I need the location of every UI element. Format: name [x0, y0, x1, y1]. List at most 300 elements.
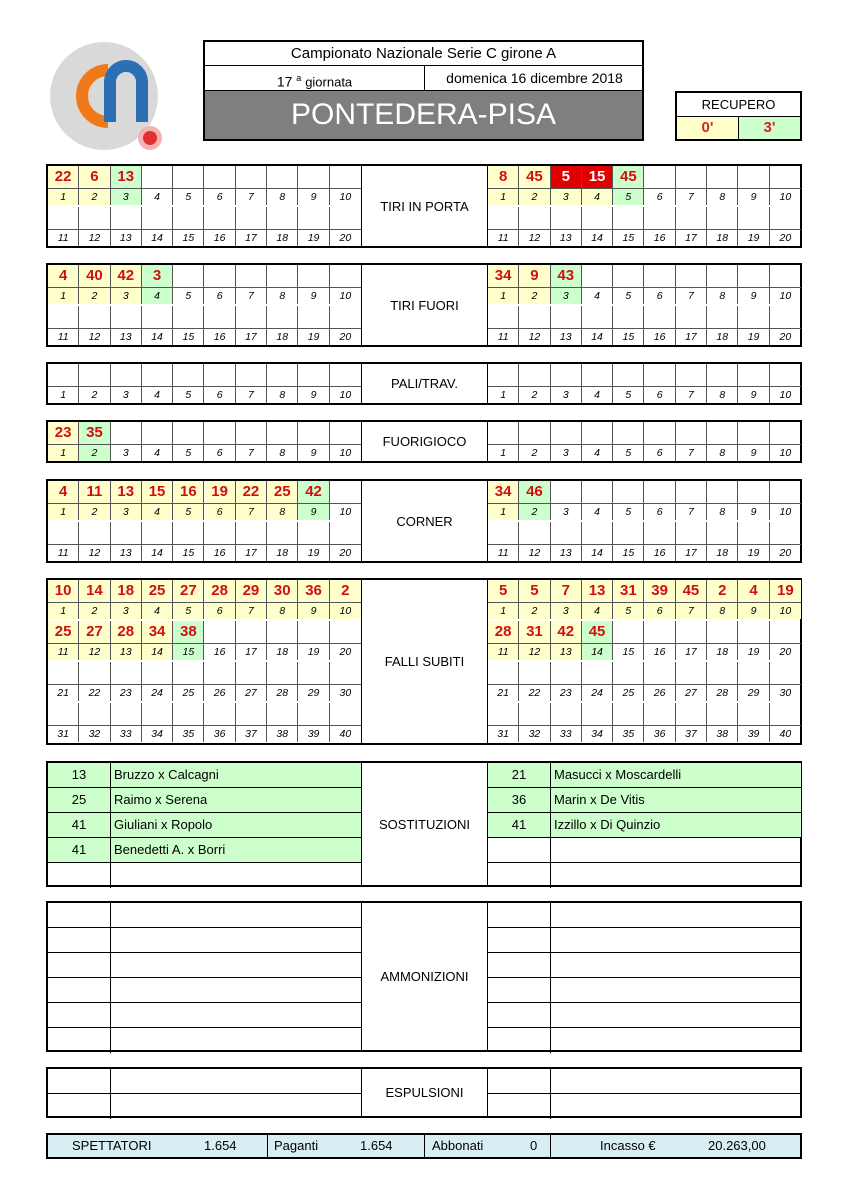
tiri_in_porta-left-value [330, 207, 361, 229]
slot-number: 7 [236, 288, 267, 304]
slot-number: 13 [551, 545, 582, 561]
slot-number: 16 [205, 329, 236, 345]
minute [48, 953, 111, 977]
tiri_fuori-left-value: 42 [111, 265, 142, 287]
pali-right-value [519, 364, 550, 386]
slot-number: 17 [236, 230, 267, 246]
corner-right-value [707, 522, 738, 544]
tiri_in_porta-right-value [770, 207, 801, 229]
slot-number: 5 [173, 189, 204, 205]
slot-number: 17 [676, 545, 707, 561]
slot-number: 12 [519, 230, 550, 246]
espulsioni-row [48, 1069, 361, 1094]
corner-right-value [645, 522, 676, 544]
slot-number: 6 [205, 288, 236, 304]
slot-number: 8 [707, 445, 738, 461]
sostituzioni-row [48, 838, 361, 863]
slot-number: 10 [779, 290, 792, 302]
slot-number: 23 [111, 685, 142, 701]
slot-number: 18 [267, 545, 298, 561]
slot-number: 25 [613, 685, 644, 701]
slot-number: 3 [551, 603, 582, 619]
tiri_fuori-left-value [205, 306, 236, 328]
slot-number: 15 [173, 230, 204, 246]
slot-number: 13 [551, 230, 582, 246]
slot-number: 10 [339, 389, 352, 401]
slot-number: 12 [79, 230, 110, 246]
corner-right-value [738, 481, 769, 503]
falli-right-value: 4 [738, 580, 769, 602]
fuorigioco-right-value [676, 422, 707, 444]
falli-left-value [236, 621, 267, 643]
falli-left-value [111, 703, 142, 725]
slot-number: 19 [298, 644, 329, 660]
slot-number: 6 [205, 387, 236, 403]
tiri_in_porta-right-value [770, 166, 801, 188]
tiri_in_porta-right-value [676, 166, 707, 188]
slot-number: 22 [79, 685, 110, 701]
slot-number: 1 [488, 189, 519, 205]
slot-number: 28 [267, 685, 298, 701]
corner-left-value [330, 481, 361, 503]
slot-number: 17 [236, 644, 267, 660]
fuorigioco-section [46, 420, 802, 463]
slot-number: 19 [298, 230, 329, 246]
slot-number: 2 [79, 445, 110, 461]
player-change [551, 863, 801, 888]
player-change [111, 953, 361, 977]
slot-number: 6 [205, 189, 236, 205]
slot-number: 11 [48, 329, 79, 345]
fuorigioco-right-value [582, 422, 613, 444]
fuorigioco-right-value [551, 422, 582, 444]
slot-number: 33 [111, 726, 142, 742]
corner-right-value [770, 481, 801, 503]
player-change [551, 838, 801, 862]
minute [48, 903, 111, 927]
slot-number: 18 [267, 230, 298, 246]
paganti-label: Paganti [274, 1138, 319, 1153]
tiri_in_porta-left-value [205, 166, 236, 188]
falli-right-value [645, 662, 676, 684]
round: 17 $^a$ giornata [205, 66, 425, 90]
corner-left-value [267, 522, 298, 544]
slot-number: 6 [645, 504, 676, 520]
ammonizioni-row [488, 978, 801, 1003]
slot-number: 19 [298, 329, 329, 345]
pali-right-value [613, 364, 644, 386]
slot-number: 4 [142, 603, 173, 619]
sostituzioni-row [48, 763, 361, 788]
tiri_in_porta-left-value [267, 166, 298, 188]
slot-number: 4 [582, 504, 613, 520]
tiri_fuori-right-value [770, 306, 801, 328]
falli-right-value: 42 [551, 621, 582, 643]
slot-number: 20 [779, 547, 792, 559]
slot-number: 1 [488, 504, 519, 520]
slot-number: 2 [79, 288, 110, 304]
tiri_fuori-right-value [770, 265, 801, 287]
slot-number: 20 [779, 331, 792, 343]
slot-number: 38 [707, 726, 738, 742]
slot-number: 39 [738, 726, 769, 742]
slot-number: 40 [779, 728, 792, 740]
tiri_fuori-left-value [205, 265, 236, 287]
tiri_in_porta-right-value: 45 [613, 166, 644, 188]
corner-right-value: 46 [519, 481, 550, 503]
tiri_fuori-right-value [551, 306, 582, 328]
corner-left-value: 15 [142, 481, 173, 503]
slot-number: 12 [79, 329, 110, 345]
falli-left-value [205, 662, 236, 684]
tiri_in_porta-right-value [738, 207, 769, 229]
slot-number: 17 [676, 230, 707, 246]
slot-number: 7 [236, 445, 267, 461]
slot-number: 8 [707, 288, 738, 304]
slot-number: 3 [111, 445, 142, 461]
slot-number: 20 [339, 646, 352, 658]
slot-number: 6 [645, 189, 676, 205]
recupero-title: RECUPERO [677, 93, 800, 117]
slot-number: 24 [142, 685, 173, 701]
tiri_fuori-left-value: 3 [142, 265, 173, 287]
espulsioni-row [488, 1094, 801, 1119]
slot-number: 8 [267, 189, 298, 205]
falli-right-value [582, 703, 613, 725]
slot-number: 11 [488, 644, 519, 660]
tiri_in_porta-left-value [298, 207, 329, 229]
falli-left-value: 36 [298, 580, 329, 602]
corner-left-value [330, 522, 361, 544]
corner-right-value [676, 481, 707, 503]
falli-left-value [298, 703, 329, 725]
slot-number: 18 [267, 329, 298, 345]
slot-number: 9 [738, 445, 769, 461]
slot-number: 8 [707, 504, 738, 520]
falli-subiti-section [46, 578, 802, 745]
corner-left-value [79, 522, 110, 544]
minute [48, 1028, 111, 1053]
slot-number: 16 [205, 230, 236, 246]
slot-number: 19 [738, 644, 769, 660]
slot-number: 8 [267, 603, 298, 619]
minute [488, 903, 551, 927]
slot-number: 7 [676, 387, 707, 403]
player-change: Raimo x Serena [114, 792, 208, 807]
slot-number: 19 [738, 329, 769, 345]
pali-traverse-section [46, 362, 802, 405]
slot-number: 5 [173, 504, 204, 520]
tiri_fuori-right-value [613, 306, 644, 328]
tiri_in_porta-left-value [48, 207, 79, 229]
slot-number: 10 [770, 603, 801, 619]
minute [48, 1094, 111, 1119]
falli-left-value [267, 662, 298, 684]
minute: 13 [48, 763, 111, 787]
slot-number: 7 [236, 603, 267, 619]
sostituzioni-row [488, 863, 801, 888]
tiri_fuori-right-value [676, 306, 707, 328]
slot-number: 21 [48, 685, 79, 701]
sostituzioni-section [46, 761, 802, 887]
incasso-label: Incasso € [600, 1138, 656, 1153]
fuorigioco-right-value [519, 422, 550, 444]
falli-right-value: 31 [519, 621, 550, 643]
falli-right-value [738, 662, 769, 684]
slot-number: 1 [488, 603, 519, 619]
match-title: PONTEDERA-PISA [205, 91, 642, 139]
tiri_in_porta-left-value [298, 166, 329, 188]
slot-number: 19 [738, 545, 769, 561]
player-change [111, 1094, 361, 1119]
tiri_in_porta-left-value [330, 166, 361, 188]
falli-right-value [645, 621, 676, 643]
corner-right-value [582, 481, 613, 503]
competition-title: Campionato Nazionale Serie C girone A [205, 42, 642, 66]
tiri_in_porta-right-value: 15 [582, 166, 613, 188]
tiri_in_porta-left-value: 13 [111, 166, 142, 188]
player-change: Marin x De Vitis [554, 792, 645, 807]
slot-number: 4 [582, 603, 613, 619]
ammonizioni-row [48, 903, 361, 928]
player-change: Benedetti A. x Borri [114, 842, 226, 857]
ammonizioni-row [48, 953, 361, 978]
tiri_in_porta-left-value [267, 207, 298, 229]
falli-left-value [142, 703, 173, 725]
slot-number: 13 [111, 230, 142, 246]
player-change [551, 928, 801, 952]
slot-number: 15 [613, 230, 644, 246]
slot-number: 11 [488, 329, 519, 345]
slot-number: 7 [236, 387, 267, 403]
slot-number: 4 [582, 189, 613, 205]
slot-number: 12 [519, 644, 550, 660]
corner-right-value [519, 522, 550, 544]
slot-number: 10 [779, 191, 792, 203]
slot-number: 13 [551, 329, 582, 345]
pali-right-value [676, 364, 707, 386]
espulsioni-section [46, 1067, 802, 1118]
slot-number: 6 [645, 387, 676, 403]
slot-number: 9 [738, 504, 769, 520]
player-change [111, 903, 361, 927]
player-change [551, 1094, 801, 1119]
slot-number: 16 [645, 644, 676, 660]
slot-number: 1 [48, 504, 79, 520]
minute [488, 1028, 551, 1053]
corner-right-value [613, 522, 644, 544]
falli-right-value [519, 703, 550, 725]
slot-number: 15 [173, 545, 204, 561]
falli-right-value [613, 621, 644, 643]
slot-number: 35 [613, 726, 644, 742]
minute [48, 978, 111, 1002]
falli-right-value [770, 662, 801, 684]
corner-left-value: 19 [205, 481, 236, 503]
falli-left-value [173, 703, 204, 725]
tiri_fuori-left-value [330, 265, 361, 287]
tiri_fuori-right-value [582, 265, 613, 287]
abbonati-label: Abbonati [432, 1138, 484, 1153]
tiri_in_porta-left-value [142, 166, 173, 188]
slot-number: 26 [205, 685, 236, 701]
slot-number: 19 [298, 545, 329, 561]
falli-left-value [79, 662, 110, 684]
slot-number: 7 [676, 445, 707, 461]
tiri_fuori-left-value [267, 265, 298, 287]
slot-number: 20 [339, 547, 352, 559]
slot-number: 7 [236, 189, 267, 205]
falli-right-value: 45 [676, 580, 707, 602]
slot-number: 6 [645, 288, 676, 304]
fuorigioco-left-value: 35 [79, 422, 110, 444]
tiri_in_porta-left-value: 6 [79, 166, 110, 188]
minute [488, 953, 551, 977]
slot-number: 28 [707, 685, 738, 701]
slot-number: 29 [298, 685, 329, 701]
falli-right-value [551, 703, 582, 725]
pali-right-value [582, 364, 613, 386]
slot-number: 6 [205, 603, 236, 619]
fuorigioco-left-value [330, 422, 361, 444]
tiri_fuori-left-value [298, 306, 329, 328]
slot-number: 18 [267, 644, 298, 660]
tiri-fuori-section [46, 263, 802, 347]
falli-left-value: 27 [79, 621, 110, 643]
falli-left-value: 28 [205, 580, 236, 602]
tiri_fuori-right-value [519, 306, 550, 328]
slot-number: 10 [339, 290, 352, 302]
slot-number: 8 [267, 387, 298, 403]
tiri_in_porta-right-value [613, 207, 644, 229]
tiri_in_porta-left-value [111, 207, 142, 229]
falli-left-value [48, 662, 79, 684]
tiri_in_porta-right-value: 45 [519, 166, 550, 188]
slot-number: 17 [236, 545, 267, 561]
corner-right-value [582, 522, 613, 544]
minute: 41 [48, 813, 111, 837]
falli-left-value [111, 662, 142, 684]
falli-right-value: 2 [707, 580, 738, 602]
slot-number: 10 [339, 191, 352, 203]
pali-right-value [738, 364, 769, 386]
falli-right-value [707, 662, 738, 684]
slot-number: 18 [707, 230, 738, 246]
player-change [551, 953, 801, 977]
minute: 41 [488, 813, 551, 837]
corner-left-value [111, 522, 142, 544]
slot-number: 10 [779, 447, 792, 459]
slot-number: 11 [488, 230, 519, 246]
slot-number: 1 [48, 445, 79, 461]
falli-right-value [613, 703, 644, 725]
slot-number: 15 [613, 644, 644, 660]
slot-number: 9 [298, 189, 329, 205]
recupero-box [675, 91, 802, 141]
corner-left-value [205, 522, 236, 544]
fuorigioco-left-value [111, 422, 142, 444]
pali-left-value [79, 364, 110, 386]
fuorigioco-left-value: 23 [48, 422, 79, 444]
match-header [203, 40, 644, 141]
slot-number: 9 [738, 387, 769, 403]
pali-right-value [707, 364, 738, 386]
slot-number: 5 [613, 445, 644, 461]
slot-number: 14 [142, 230, 173, 246]
slot-number: 14 [142, 329, 173, 345]
corner-right-value [488, 522, 519, 544]
slot-number: 8 [267, 445, 298, 461]
slot-number: 37 [236, 726, 267, 742]
falli-left-value [267, 621, 298, 643]
slot-number: 2 [79, 189, 110, 205]
sostituzioni-row [488, 763, 801, 788]
tiri-fuori-label: TIRI FUORI [361, 265, 487, 345]
tiri_in_porta-right-value [645, 166, 676, 188]
slot-number: 5 [173, 387, 204, 403]
slot-number: 3 [111, 288, 142, 304]
falli-subiti-label: FALLI SUBITI [361, 580, 487, 743]
slot-number: 2 [79, 504, 110, 520]
falli-right-value [676, 662, 707, 684]
slot-number: 20 [779, 232, 792, 244]
minute [48, 1003, 111, 1027]
falli-left-value [298, 662, 329, 684]
slot-number: 10 [339, 506, 352, 518]
falli-right-value [770, 621, 801, 643]
slot-number: 10 [330, 603, 361, 619]
minute: 25 [48, 788, 111, 812]
slot-number: 10 [779, 389, 792, 401]
fuorigioco-right-value [738, 422, 769, 444]
slot-number: 5 [173, 288, 204, 304]
slot-number: 9 [298, 504, 329, 520]
player-change [551, 903, 801, 927]
fuorigioco-right-value [645, 422, 676, 444]
incasso-value: 20.263,00 [708, 1138, 766, 1153]
slot-number: 17 [676, 329, 707, 345]
slot-number: 22 [519, 685, 550, 701]
slot-number: 8 [707, 387, 738, 403]
slot-number: 27 [236, 685, 267, 701]
slot-number: 9 [298, 603, 329, 619]
slot-number: 5 [613, 189, 644, 205]
tiri_fuori-left-value [330, 306, 361, 328]
slot-number: 9 [298, 288, 329, 304]
falli-left-value: 2 [330, 580, 361, 602]
slot-number: 17 [236, 329, 267, 345]
slot-number: 5 [613, 387, 644, 403]
sostituzioni-row [48, 813, 361, 838]
slot-number: 9 [738, 288, 769, 304]
falli-left-value: 29 [236, 580, 267, 602]
slot-number: 3 [111, 387, 142, 403]
slot-number: 8 [267, 504, 298, 520]
slot-number: 1 [48, 387, 79, 403]
slot-number: 9 [298, 387, 329, 403]
minute: 21 [488, 763, 551, 787]
slot-number: 2 [79, 603, 110, 619]
ammonizioni-row [488, 1003, 801, 1028]
slot-number: 12 [519, 329, 550, 345]
slot-number: 11 [48, 230, 79, 246]
tiri_fuori-left-value [267, 306, 298, 328]
slot-number: 7 [676, 603, 707, 619]
ammonizioni-row [488, 1028, 801, 1053]
corner-left-value [142, 522, 173, 544]
tiri_in_porta-right-value: 8 [488, 166, 519, 188]
slot-number: 16 [205, 644, 236, 660]
